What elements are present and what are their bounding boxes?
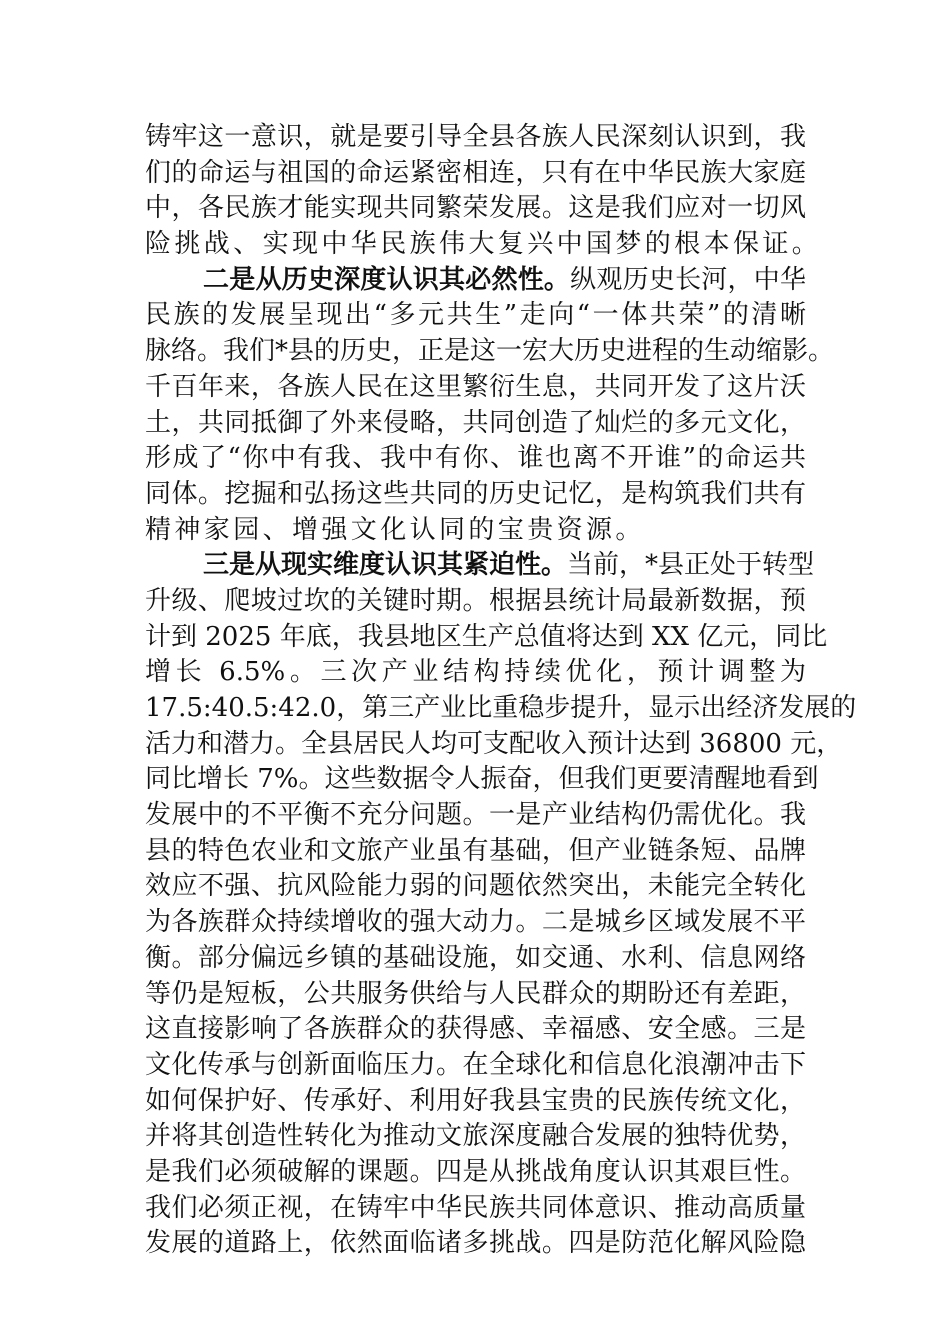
text-line: 同体。挖掘和弘扬这些共同的历史记忆，是构筑我们共有 — [145, 478, 806, 509]
text-line — [145, 263, 806, 299]
text-line: 17.5:40.5:42.0，第三产业比重稳步提升，显示出经济发展的 — [145, 693, 857, 723]
document-page — [145, 120, 857, 1262]
text-line — [145, 548, 815, 584]
text-line: 县的特色农业和文旅产业虽有基础，但产业链条短、品牌 — [145, 835, 806, 866]
text-line: 为各族群众持续增收的强大动力。二是城乡区域发展不平 — [145, 907, 806, 938]
text-line: 发展的道路上，依然面临诸多挑战。四是防范化解风险隐 — [145, 1228, 806, 1259]
text-line: 们的命运与祖国的命运紧密相连，只有在中华民族大家庭 — [145, 157, 806, 188]
text-span: 纵观历史长河，中华 — [570, 264, 806, 295]
text-line: 形成了“你中有我、我中有你、谁也离不开谁”的命运共 — [145, 443, 806, 474]
text-line: 如何保护好、传承好、利用好我县宝贵的民族传统文化， — [145, 1085, 806, 1116]
text-line: 中，各民族才能实现共同繁荣发展。这是我们应对一切风 — [145, 193, 806, 224]
text-line: 文化传承与创新面临压力。在全球化和信息化浪潮冲击下 — [145, 1049, 806, 1080]
text-line: 我们必须正视，在铸牢中华民族共同体意识、推动高质量 — [145, 1192, 806, 1223]
text-line: 同比增长 7%。这些数据令人振奋，但我们更要清醒地看到 — [145, 764, 819, 795]
text-line: 升级、爬坡过坎的关键时期。根据县统计局最新数据，预 — [145, 585, 806, 616]
paragraph-heading: 三是从现实维度认识其紧迫性。 — [203, 550, 568, 581]
text-line: 计到 2025 年底，我县地区生产总值将达到 XX 亿元，同比 — [145, 621, 828, 652]
text-line: 千百年来，各族人民在这里繁衍生息，共同开发了这片沃 — [145, 371, 806, 402]
text-line: 这直接影响了各族群众的获得感、幸福感、安全感。三是 — [145, 1014, 806, 1045]
text-line: 脉络。我们*县的历史，正是这一宏大历史进程的生动缩影。 — [145, 336, 835, 367]
text-span: 当前，*县正处于转型 — [567, 550, 815, 581]
text-line: 精神家园、增强文化认同的宝贵资源。 — [145, 514, 645, 545]
text-line: 土，共同抵御了外来侵略，共同创造了灿烂的多元文化， — [145, 407, 806, 438]
text-line: 民族的发展呈现出“多元共生”走向“一体共荣”的清晰 — [145, 300, 806, 331]
text-line: 活力和潜力。全县居民人均可支配收入预计达到 36800 元， — [145, 728, 843, 759]
text-line: 等仍是短板，公共服务供给与人民群众的期盼还有差距， — [145, 978, 806, 1009]
text-line: 效应不强、抗风险能力弱的问题依然突出，未能完全转化 — [145, 871, 806, 902]
paragraph-1 — [145, 120, 822, 263]
text-line: 衡。部分偏远乡镇的基础设施，如交通、水利、信息网络 — [145, 942, 806, 973]
text-line: 是我们必须破解的课题。四是从挑战角度认识其艰巨性。 — [145, 1156, 806, 1187]
text-line: 增长 6.5%。三次产业结构持续优化，预计调整为 — [145, 657, 806, 688]
paragraph-heading: 二是从历史深度认识其必然性。 — [203, 264, 571, 295]
text-line: 险挑战、实现中华民族伟大复兴中国梦的根本保证。 — [145, 229, 822, 260]
text-line: 发展中的不平衡不充分问题。一是产业结构仍需优化。我 — [145, 800, 806, 831]
paragraph-2 — [145, 263, 835, 549]
paragraph-3 — [145, 548, 857, 1262]
text-line: 并将其创造性转化为推动文旅深度融合发展的独特优势， — [145, 1121, 806, 1152]
text-line: 铸牢这一意识，就是要引导全县各族人民深刻认识到，我 — [145, 122, 806, 152]
